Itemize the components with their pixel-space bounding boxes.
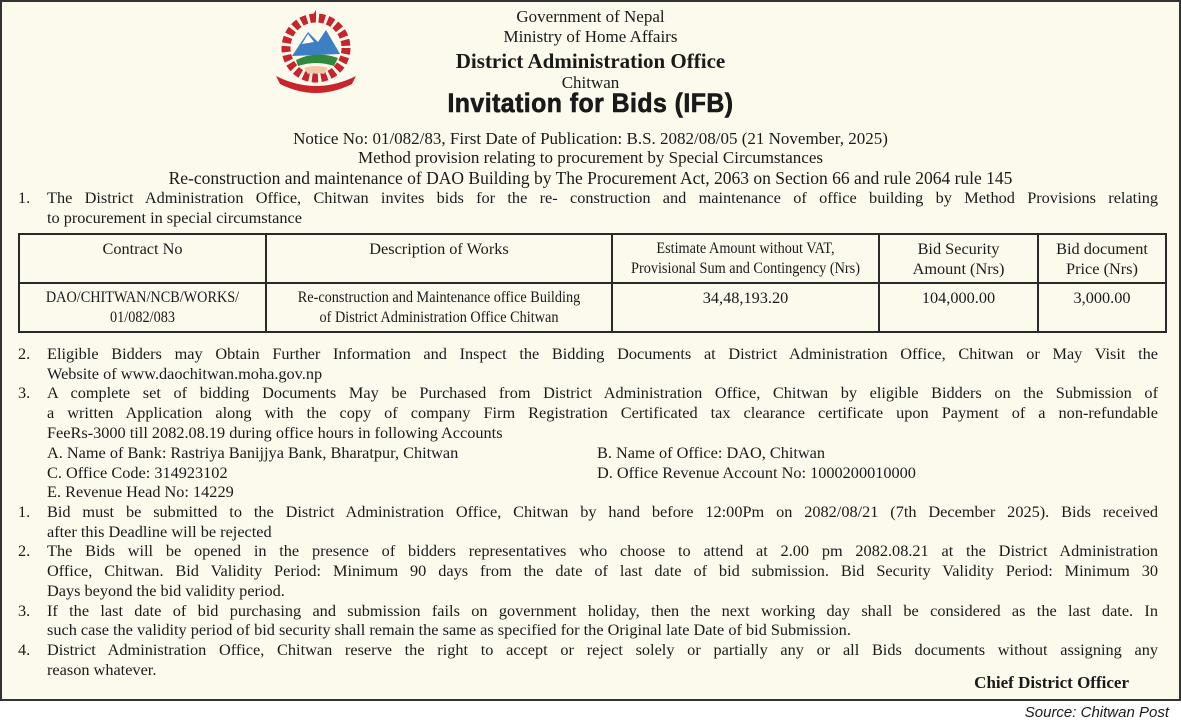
- item-number: 2.: [18, 541, 31, 561]
- cell-line: DAO/CHITWAN/NCB/WORKS/: [45, 289, 240, 306]
- item-line: Office, Chitwan. Bid Validity Period: Minimum 90 days from the date of last date of bid submission. Bid Security Validity Period: Minimum 30: [47, 561, 1158, 581]
- header-line: Amount (Nrs): [912, 258, 1005, 278]
- header-contract-no: Contract No: [19, 234, 266, 283]
- items-list-2: [18, 502, 1158, 679]
- list-item: [18, 344, 1158, 383]
- notice-line: Notice No: 01/082/83, First Date of Publication: B.S. 2082/08/05 (21 November, 2025): [293, 129, 888, 148]
- header-bid-security: [879, 234, 1038, 283]
- item-line: District Administration Office, Chitwan reserve the right to accept or reject solely or partially any or all Bids documents without assigning any: [47, 639, 1158, 659]
- list-item: [18, 601, 1158, 640]
- item-line: If the last date of bid purchasing and submission fails on government holiday, then the next working day shall be considered as the last date. In: [47, 600, 1158, 620]
- cell-estimate: 34,48,193.20: [612, 283, 879, 332]
- cell-contract-no: [19, 283, 266, 332]
- item-line: FeeRs-3000 till 2082.08.19 during office hours in following Accounts: [47, 422, 503, 442]
- office-name-account: B. Name of Office: DAO, Chitwan: [597, 443, 826, 462]
- item-line: Bid must be submitted to the District Administration Office, Chitwan by hand before 12:00Pm on 2082/08/21 (7th December 2025). Bids received: [47, 502, 1158, 521]
- header-line: Bid document: [1056, 239, 1148, 258]
- item-line: after this Deadline will be rejected: [47, 521, 272, 541]
- table-row: [19, 283, 1166, 332]
- cell-bid-security: 104,000.00: [879, 283, 1038, 332]
- cell-line: Re-construction and Maintenance office Building: [297, 289, 581, 306]
- header-estimate: [612, 234, 879, 283]
- item-line: Eligible Bidders may Obtain Further Information and Inspect the Bidding Documents at District Administration Office, Chitwan or May Visit the: [47, 344, 1158, 363]
- header-doc-price: [1038, 234, 1166, 283]
- item-number: 2.: [18, 344, 31, 363]
- cell-description: [266, 283, 612, 332]
- list-item: [18, 502, 1158, 541]
- item-line: Website of www.daochitwan.moha.gov.np: [47, 363, 323, 383]
- items-list: [18, 344, 1158, 443]
- revenue-head: E. Revenue Head No: 14229: [47, 482, 234, 502]
- intro-item: [18, 188, 1158, 227]
- header-description: Description of Works: [266, 234, 612, 283]
- header-line: Price (Nrs): [1066, 258, 1138, 278]
- subject-line: Re-construction and maintenance of DAO Building by The Procurement Act, 2063 on Section 66 and rule 2064 rule 145: [168, 168, 1013, 188]
- item-number: 1.: [18, 502, 31, 521]
- list-item: [18, 541, 1158, 600]
- item-number: 3.: [18, 600, 31, 620]
- revenue-account: D. Office Revenue Account No: 1000200010000: [597, 462, 916, 482]
- list-item: [18, 383, 1158, 442]
- item-line: The District Administration Office, Chitwan invites bids for the re- construction and maintenance of office building by Method Provisions relating: [47, 188, 1158, 207]
- item-line: The Bids will be opened in the presence of bidders representatives who choose to attend at 2.00 pm 2082.08.21 at the District Administration: [47, 541, 1158, 561]
- cell-line: 01/082/083: [110, 308, 175, 326]
- page-title: Invitation for Bids (IFB): [447, 88, 734, 118]
- header-line: Provisional Sum and Contingency (Nrs): [631, 259, 860, 277]
- item-line: Days beyond the bid validity period.: [47, 580, 285, 600]
- table-header-row: [19, 234, 1166, 283]
- district-line: Chitwan: [561, 73, 620, 92]
- item-number: 4.: [18, 639, 31, 659]
- office-name: District Administration Office: [455, 49, 726, 73]
- cell-doc-price: 3,000.00: [1038, 283, 1166, 332]
- item-line: to procurement in special circumstance: [47, 207, 302, 227]
- method-line: Method provision relating to procurement by Special Circumstances: [357, 148, 824, 167]
- item-line: A complete set of bidding Documents May be Purchased from District Administration Office, Chitwan by eligible Bidders on the Submission of: [47, 383, 1158, 403]
- account-details: [47, 443, 1167, 502]
- contracts-table: [18, 233, 1167, 333]
- cell-line: of District Administration Office Chitwan: [319, 308, 559, 326]
- header-line: Estimate Amount without VAT,: [656, 240, 835, 257]
- government-line: Government of Nepal: [516, 7, 665, 26]
- signature: Chief District Officer: [974, 673, 1129, 692]
- item-line: a written Application along with the copy of company Firm Registration Certificated tax clearance certificate upon Payment of a non-refundable: [47, 403, 1158, 423]
- source-credit: Source: Chitwan Post: [1024, 704, 1169, 721]
- item-line: such case the validity period of bid security shall remain the same as specified for the Original late Date of bid Submission.: [47, 620, 851, 640]
- header-line: Bid Security: [917, 239, 1000, 258]
- item-line: reason whatever.: [47, 659, 157, 679]
- ministry-line: Ministry of Home Affairs: [503, 27, 678, 46]
- bank-name: A. Name of Bank: Rastriya Banijjya Bank, Bharatpur, Chitwan: [47, 443, 459, 462]
- item-number: 3.: [18, 383, 31, 403]
- office-code: C. Office Code: 314923102: [47, 462, 228, 482]
- item-number: 1.: [18, 188, 31, 207]
